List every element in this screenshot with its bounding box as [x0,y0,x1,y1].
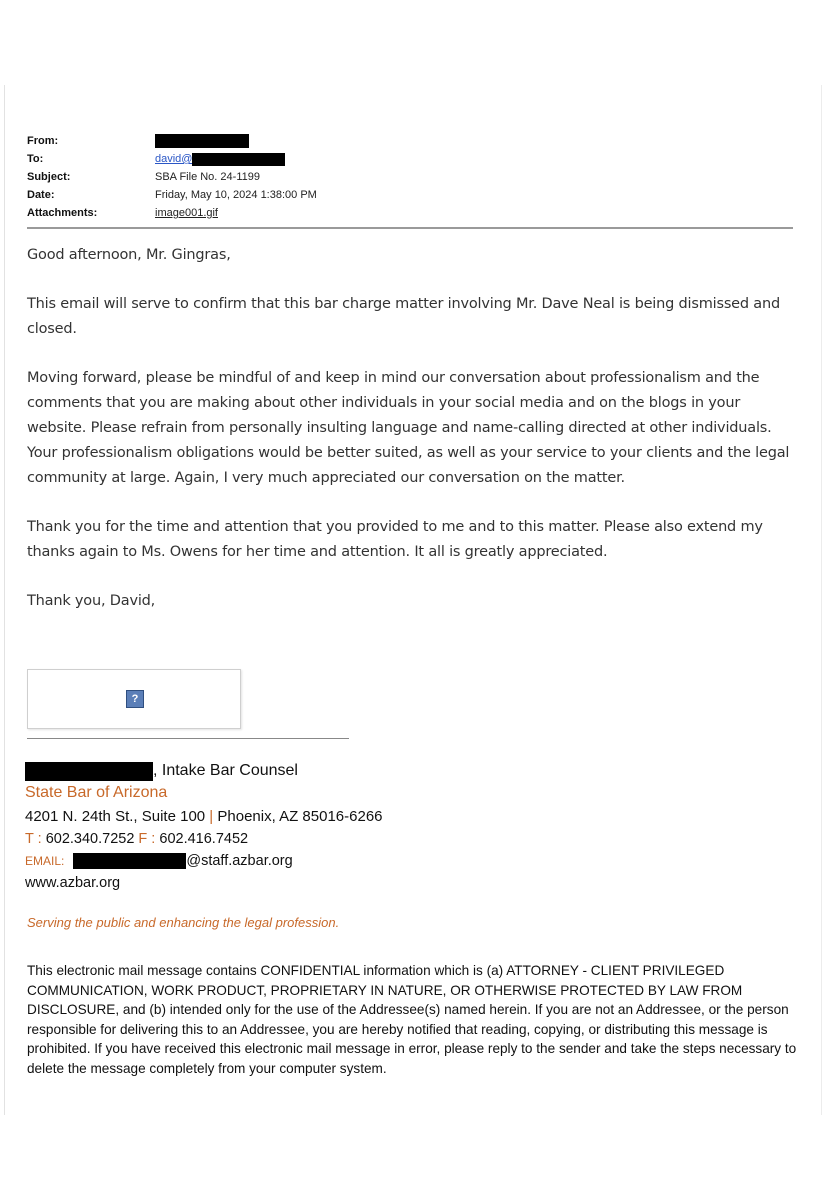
subject-row [27,168,793,186]
tagline: Serving the public and enhancing the legal profession. [27,915,340,930]
fax-number: 602.416.7452 [159,831,249,847]
email-printout [4,85,822,1115]
address-separator: | [209,808,214,825]
from-row [27,132,793,150]
subject-label: Subject: [27,171,71,183]
redaction-bar [25,762,153,781]
email-label: EMAIL: [25,854,65,868]
greeting: Good afternoon, Mr. Gingras, [27,247,231,263]
email-line [25,850,725,872]
closing: Thank you, David, [27,593,156,609]
signature-title: , Intake Bar Counsel [153,762,298,779]
date-row [27,186,793,204]
email-domain: @staff.azbar.org [186,853,293,869]
organization-name: State Bar of Arizona [25,784,168,801]
website-link[interactable]: www.azbar.org [25,875,121,891]
phone-line [25,828,725,850]
city-address: Phoenix, AZ 85016-6266 [217,808,383,825]
signature-block [25,760,725,894]
date-label: Date: [27,189,55,201]
redaction-bar [192,153,285,166]
signature-name-row [25,760,725,782]
fax-label: F : [138,831,156,847]
to-label: To: [27,153,44,165]
attachment-link[interactable]: image001.gif [155,207,218,219]
phone-label: T : [25,831,42,847]
attachments-row [27,204,793,222]
date-value: Friday, May 10, 2024 1:38:00 PM [155,189,317,201]
email-header [27,132,793,222]
confidentiality-notice: This electronic mail message contains CONFIDENTIAL information which is (a) ATTORNEY - CLIENT PRIVILEGED COMMUNICATION, WORK PRODUCT, PROPRIETARY IN NATURE, OR OTHERWISE PROTECTED BY LAW FROM DISCLOSURE, and (b) intended only for the use of the Addressee(s) named herein. If you are not an Addressee, or the person responsible for delivering this to an Addressee, you are hereby notified that reading, copying, or distributing this message is prohibited. If you have received this electronic mail message in error, please reply to the sender and take the steps necessary to delete the message completely from your computer system. [27,963,797,1076]
header-divider [27,227,793,229]
image-placeholder [27,669,241,729]
body-paragraph: This email will serve to confirm that this bar charge matter involving Mr. Dave Neal is being dismissed and closed. [27,296,780,337]
signature-divider [27,738,349,739]
street-address: 4201 N. 24th St., Suite 100 [25,808,206,825]
broken-image-question-icon: ? [126,690,144,708]
address-line [25,806,725,828]
to-row [27,150,793,168]
body-paragraph: Thank you for the time and attention that you provided to me and to this matter. Please also extend my thanks again to Ms. Owens for her time and attention. It all is greatly appreciated. [27,519,763,560]
body-paragraph: Moving forward, please be mindful of and keep in mind our conversation about professionalism and the comments that you are making about other individuals in your social media and on the blogs in your website. Please refrain from personally insulting language and name-calling directed at other individuals. Your professionalism obligations would be better suited, as well as your service to your clients and the legal community at large. Again, I very much appreciated our conversation on the matter. [27,370,790,486]
email-body [27,243,797,638]
attachments-label: Attachments: [27,207,98,219]
redaction-bar [155,134,249,148]
redaction-bar [73,853,186,869]
from-label: From: [27,135,59,147]
phone-number: 602.340.7252 [45,831,135,847]
to-address-link[interactable]: david@ [155,153,193,165]
subject-value: SBA File No. 24-1199 [155,171,260,183]
